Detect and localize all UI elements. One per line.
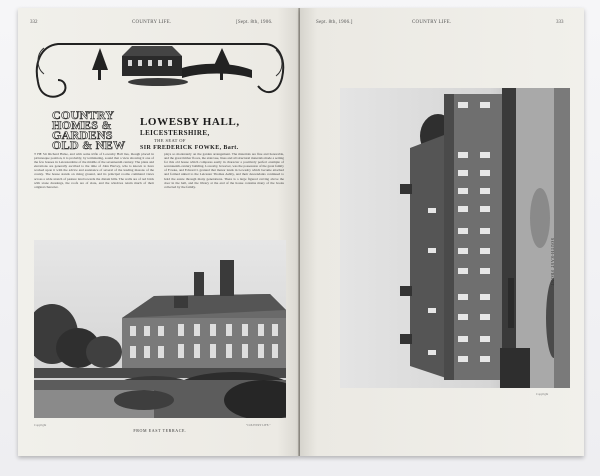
article-body — [34, 152, 284, 234]
right-page — [300, 8, 584, 456]
article-title: LOWESBY HALL, — [140, 116, 240, 128]
south-east-front-photo — [340, 88, 570, 388]
article-owner: SIR FREDERICK FOWKE, Bart. — [140, 145, 239, 151]
magazine-spread — [18, 8, 584, 456]
masthead-line-2: HOMES & — [52, 118, 112, 132]
masthead-line-1: COUNTRY — [52, 108, 115, 122]
article-column-1: T HE Sir Richard Halse, and with some trifle of Lowesby Hall lies, though placed in picturesque position, it is probably, by terminating, sound that a view showing it one of the few houses in Leicestershire of the middle of the seventeenth century. The plans and elevations are generally ascribed to the time of John Harvey, who is known to have worked upon it with the advice and assistance of several of the leading masons of the county. The house stands on rising ground, and its principal rooms command views across a wide stretch of pasture land towards the distant hills. The walls are of red brick with stone dressings, the roofs are of slate, and the windows retain much of their original character. — [34, 152, 154, 189]
left-date: [Sept. 8th, 1906. — [236, 20, 273, 25]
photo-credit-left: Copyright — [34, 423, 47, 427]
right-date: Sept. 8th, 1906.] — [316, 20, 353, 25]
east-terrace-photo — [34, 240, 286, 418]
east-terrace-image — [34, 240, 286, 418]
masthead-line-4: OLD & NEW — [52, 138, 126, 152]
left-page — [18, 8, 300, 456]
left-running-title: COUNTRY LIFE. — [132, 20, 172, 25]
article-seat-line: THE SEAT OF — [154, 138, 186, 143]
article-column-2: plays so moderately on the garden arrangement. The materials are fine and honorable, and the great timber floors, the staircase, lines and all structural materials made a setting for this old house which compares easily in character a positively perfect example of seventeenth-century building. Lowesby, however, was the possession of the great family of Fowke, and Edward I. granted that manor lands in Lowesby which became attached and formed united to the Leicester Thomas Ashby, and their descendants continued to hold the estate through many generations. There is a large figured carving above the door in the hall, and the library at the end of the house contains many of the books collected by the family. — [164, 152, 284, 189]
masthead — [32, 34, 288, 152]
masthead-line-3: GARDENS — [52, 128, 113, 142]
right-page-number: 333 — [556, 20, 564, 25]
article-county: LEICESTERSHIRE, — [140, 129, 210, 137]
south-east-front-caption: SOUTH-EAST FRONT. — [550, 238, 555, 288]
south-east-front-image — [340, 88, 570, 388]
right-running-title: COUNTRY LIFE. — [412, 20, 452, 25]
right-photo-credit: Copyright — [536, 392, 549, 396]
left-page-number: 332 — [30, 20, 38, 25]
photo-credit-right: "COUNTRY LIFE." — [246, 423, 271, 427]
east-terrace-caption: FROM EAST TERRACE. — [133, 428, 187, 433]
masthead-illustration — [32, 34, 288, 104]
